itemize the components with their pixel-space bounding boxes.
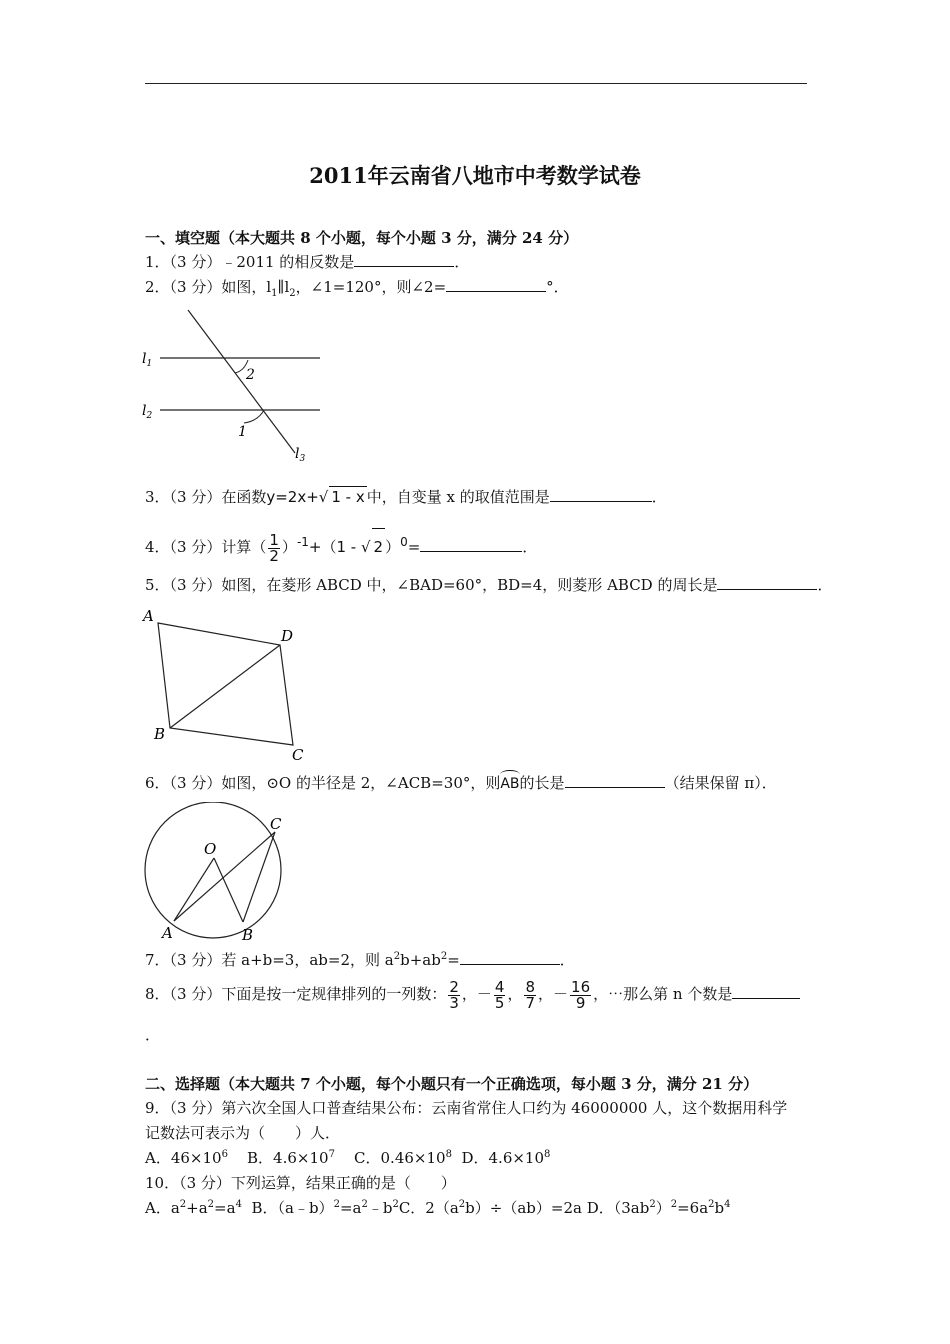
option-d[interactable]: D．$4.6\times 10^8$ [461, 1149, 551, 1167]
q8-end-mark: ． [145, 1026, 161, 1044]
q4-suffix: ． [522, 538, 538, 556]
figure-rhombus [140, 603, 310, 765]
q3-sqrt: 1 - x [331, 488, 365, 506]
arc-ab: AB [500, 776, 520, 792]
section-2-heading: 二、选择题（本大题共 7 个小题，每个小题只有一个正确选项，每小题 3 分，满分 21 分） [145, 1075, 759, 1093]
question-9-options [145, 1148, 550, 1168]
q6-mid: 的长是 [519, 774, 565, 792]
q4-lparen: （ [251, 538, 267, 556]
label-angle-1: 1 [238, 424, 247, 440]
q4-rparen: ） [281, 538, 297, 556]
q2-text: 2．（3 分）如图，l [145, 278, 272, 296]
question-5 [145, 575, 833, 595]
question-8 [145, 975, 800, 1013]
option-c[interactable]: C．$2(a^2b)\div(ab)=2a$ [398, 1199, 582, 1217]
q7-exp2: 2 [440, 951, 448, 962]
circle-o [145, 802, 281, 938]
q8-frac4: $\frac{16}{9}$ [571, 977, 591, 1012]
rhombus-outline [158, 623, 293, 745]
figure-circle [140, 802, 300, 947]
label-c: C [292, 746, 304, 764]
q8-frac3: $\frac{8}{7}$ [525, 977, 536, 1012]
question-6 [145, 773, 777, 794]
label-d: D [281, 627, 294, 645]
label-l3: $l_3$ [295, 446, 306, 464]
q5-text: 5．（3 分）如图，在菱形 ABCD 中，∠BAD=60°，BD=4，则菱形 ABCD 的周长是 [145, 576, 718, 594]
q8-sep1: ，－ [461, 985, 492, 1003]
option-a[interactable]: A．$a^2+a^2=a^4$ [145, 1199, 242, 1217]
q1-suffix: ． [454, 253, 470, 271]
answer-blank [460, 950, 560, 965]
question-10-options [145, 1198, 731, 1218]
question-3: 3．（3 分）在函数y=2x+√ 1 - x 中，自变量 x 的取值范围是 ． [145, 488, 667, 506]
label-l2: $l_2$ [142, 403, 153, 421]
q4-sqrt: 2 [372, 528, 386, 565]
q8-sep3: ，－ [538, 985, 569, 1003]
q2-sub1: 1 [271, 288, 278, 299]
label-b: B [242, 926, 254, 944]
question-7 [145, 950, 575, 970]
q7-mid: b+ab [400, 951, 441, 969]
figure-parallel-lines [140, 305, 330, 465]
q2-mid2: ，∠1=120°，则∠2= [295, 278, 447, 296]
q8-text: 8．（3 分）下面是按一定规律排列的一列数： [145, 985, 447, 1003]
question-2 [145, 277, 569, 297]
q2-sub2: 2 [289, 288, 296, 299]
q4-eq: = [407, 538, 421, 556]
q2-mid1: ∥l [277, 278, 290, 296]
answer-blank [446, 277, 546, 292]
label-a: A [162, 924, 173, 942]
q2-suffix: °． [546, 278, 569, 296]
q6-text: 6．（3 分）如图，⊙O 的半径是 2，∠ACB=30°，则 [145, 774, 501, 792]
answer-blank [565, 773, 665, 788]
answer-blank [550, 487, 652, 502]
diagonal-bd [170, 645, 280, 728]
label-c: C [270, 815, 282, 833]
option-c[interactable]: C．$0.46\times 10^8$ [354, 1149, 452, 1167]
q8-after: ，⋯那么第 n 个数是 [593, 985, 733, 1003]
segment-ac [174, 832, 275, 921]
q8-sep2: ， [507, 985, 523, 1003]
answer-blank [732, 984, 800, 999]
q8-frac2: $\frac{4}{5}$ [494, 977, 505, 1012]
segment-ob [214, 858, 243, 922]
answer-blank [717, 575, 817, 590]
label-b: B [154, 725, 166, 743]
question-4: 4．（3 分）计算（ $\frac{1}{2}$ ）$^{-1}$+（1 - √ 2 ）$^0$= ． [145, 528, 537, 565]
q7-text: 7．（3 分）若 a+b=3，ab=2，则 a [145, 951, 394, 969]
q4-exp0: 0 [400, 535, 408, 549]
question-10-line-1: 10．（3 分）下列运算，结果正确的是（ ） [145, 1174, 456, 1192]
q4-fraction: $\frac{1}{2}$ [269, 530, 279, 565]
q4-plus: +（1 - [308, 538, 361, 556]
angle-1-arc [244, 410, 264, 423]
answer-blank [420, 537, 522, 552]
q4-exp: -1 [296, 535, 309, 549]
question-1 [145, 252, 469, 272]
q7-exp1: 2 [393, 951, 401, 962]
q5-suffix: ． [817, 576, 833, 594]
q6-suffix: （结果保留 π）． [664, 774, 777, 792]
q3-text: 3．（3 分）在函数 [145, 488, 267, 506]
option-d[interactable]: D．$(3ab^2)^2=6a^2b^4$ [586, 1199, 731, 1217]
label-a: A [143, 607, 154, 625]
q3-expr: y=2x+ [266, 488, 319, 506]
q7-suffix: ． [559, 951, 575, 969]
label-angle-2: 2 [246, 367, 255, 383]
label-l1: $l_1$ [142, 351, 153, 369]
q4-text: 4．（3 分）计算 [145, 538, 252, 556]
q4-rparen2: ） [385, 538, 401, 556]
segment-oa [174, 858, 214, 921]
option-b[interactable]: B．$4.6\times 10^7$ [247, 1149, 335, 1167]
q3-suffix: ． [651, 488, 667, 506]
option-b[interactable]: B．$(a﹣b)^2=a^2﹣b^2$ [251, 1199, 399, 1217]
page-title: 2011年云南省八地市中考数学试卷 [309, 163, 641, 188]
q1-text: 1．（3 分）﹣2011 的相反数是 [145, 253, 355, 271]
question-9-line-1: 9．（3 分）第六次全国人口普查结果公布：云南省常住人口约为 46000000 人，这个数据用科学 [145, 1099, 788, 1117]
q7-eq: = [447, 951, 460, 969]
answer-blank [354, 252, 454, 267]
label-o: O [204, 840, 217, 858]
q8-frac1: $\frac{2}{3}$ [449, 977, 459, 1012]
header-rule [145, 83, 807, 84]
section-1-heading: 一、填空题（本大题共 8 个小题，每个小题 3 分，满分 24 分） [145, 229, 579, 247]
option-a[interactable]: A．$46\times 10^6$ [145, 1149, 228, 1167]
q3-mid: 中，自变量 x 的取值范围是 [366, 488, 550, 506]
question-9-line-2: 记数法可表示为（ ）人． [145, 1124, 341, 1142]
